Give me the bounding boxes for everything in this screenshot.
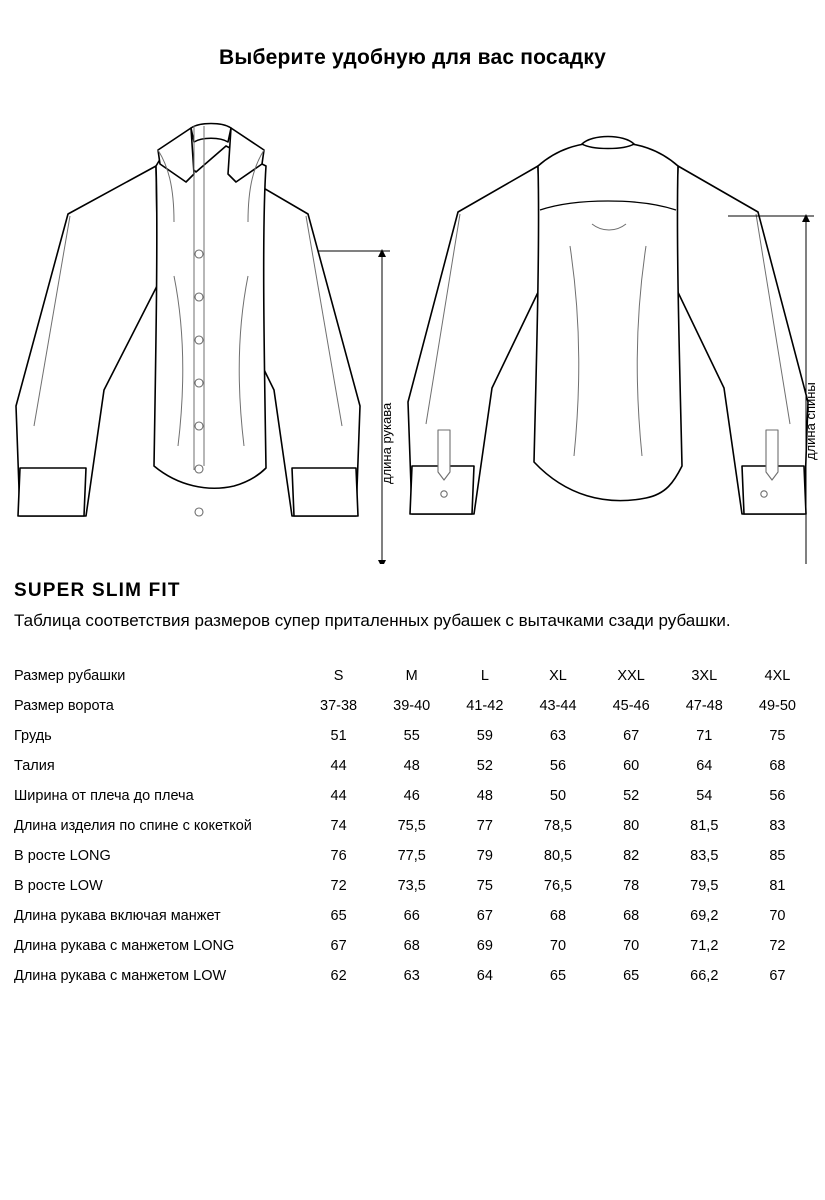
row-value: 78,5	[543, 817, 573, 834]
row-value: 71	[696, 727, 713, 744]
row-value: 43-44	[539, 697, 577, 714]
row-value: 65	[623, 967, 640, 984]
row-value: 64	[476, 967, 493, 984]
row-value: 44	[330, 757, 347, 774]
row-value: 59	[476, 727, 493, 744]
row-value: 55	[403, 727, 420, 744]
row-label: Размер ворота	[14, 697, 114, 714]
row-value: 46	[403, 787, 420, 804]
row-value: 83	[769, 817, 786, 834]
row-value: 63	[549, 727, 567, 744]
row-value: 66	[403, 907, 420, 924]
table-row	[14, 781, 814, 811]
row-label: В росте LOW	[14, 877, 103, 894]
row-value: 48	[476, 787, 493, 804]
table-header-size: M	[405, 667, 418, 684]
fit-name: SUPER SLIM FIT	[14, 580, 181, 601]
row-label: Грудь	[14, 727, 52, 744]
fit-description-block	[0, 580, 825, 633]
row-label: Длина рукава с манжетом LOW	[14, 967, 227, 984]
row-value: 39-40	[393, 697, 431, 714]
row-value: 67	[476, 907, 493, 924]
page-title: Выберите удобную для вас посадку	[218, 46, 607, 69]
row-label: Длина рукава с манжетом LONG	[14, 937, 235, 954]
table-row	[14, 691, 814, 721]
sleeve-length-label: длина рукава	[379, 402, 394, 484]
table-header-size: S	[333, 667, 344, 684]
row-value: 67	[769, 967, 786, 984]
row-value: 50	[549, 787, 567, 804]
row-value: 83,5	[690, 847, 719, 864]
row-value: 60	[623, 757, 640, 774]
row-value: 70	[769, 907, 786, 924]
table-header-size: 4XL	[764, 667, 791, 684]
row-value: 65	[549, 967, 567, 984]
row-label: Длина изделия по спине с кокеткой	[14, 817, 252, 834]
row-value: 80	[623, 817, 640, 834]
table-row	[14, 901, 814, 931]
row-value: 85	[769, 847, 786, 864]
row-value: 52	[623, 787, 640, 804]
table-row	[14, 751, 814, 781]
table-header-size: L	[480, 667, 489, 684]
row-value: 72	[769, 937, 786, 954]
row-value: 75	[769, 727, 786, 744]
row-value: 82	[623, 847, 640, 864]
illustration-area	[0, 94, 825, 564]
table-row	[14, 871, 814, 901]
row-label: В росте LONG	[14, 847, 111, 864]
table-header-row	[14, 661, 814, 691]
row-value: 76	[330, 847, 347, 864]
row-value: 68	[549, 907, 567, 924]
table-header-size: 3XL	[691, 667, 718, 684]
row-label: Ширина от плеча до плеча	[14, 787, 194, 804]
row-value: 45-46	[612, 697, 650, 714]
row-value: 79	[476, 847, 493, 864]
row-value: 47-48	[685, 697, 723, 714]
table-row	[14, 961, 814, 991]
row-value: 52	[476, 757, 493, 774]
back-length-label: длина спины	[803, 382, 818, 460]
row-value: 71,2	[690, 937, 719, 954]
row-value: 68	[403, 937, 420, 954]
row-value: 44	[330, 787, 347, 804]
row-value: 49-50	[758, 697, 796, 714]
row-value: 76,5	[543, 877, 573, 894]
row-value: 75,5	[397, 817, 426, 834]
row-value: 69	[476, 937, 493, 954]
row-value: 65	[330, 907, 347, 924]
row-value: 67	[330, 937, 347, 954]
table-row	[14, 811, 814, 841]
row-value: 62	[330, 967, 347, 984]
row-value: 68	[769, 757, 786, 774]
row-value: 80,5	[543, 847, 573, 864]
row-value: 67	[623, 727, 640, 744]
row-value: 72	[330, 877, 347, 894]
table-row	[14, 841, 814, 871]
row-value: 63	[403, 967, 420, 984]
row-value: 51	[330, 727, 347, 744]
row-value: 78	[623, 877, 640, 894]
row-value: 64	[696, 757, 713, 774]
row-value: 81	[769, 877, 786, 894]
row-value: 73,5	[397, 877, 426, 894]
row-value: 75	[476, 877, 493, 894]
row-value: 79,5	[690, 877, 719, 894]
row-value: 69,2	[690, 907, 719, 924]
shirt-back-illustration	[398, 94, 818, 564]
table-row	[14, 931, 814, 961]
row-value: 54	[696, 787, 713, 804]
row-value: 77,5	[397, 847, 426, 864]
row-label: Длина рукава включая манжет	[14, 907, 221, 924]
row-value: 68	[623, 907, 640, 924]
row-value: 37-38	[320, 697, 358, 714]
row-value: 56	[549, 757, 567, 774]
table-row	[14, 721, 814, 751]
table-header-size: XXL	[617, 667, 645, 684]
row-label: Талия	[14, 757, 55, 774]
row-value: 77	[476, 817, 493, 834]
size-table	[14, 661, 814, 991]
row-value: 81,5	[690, 817, 719, 834]
row-value: 70	[623, 937, 640, 954]
fit-description: Таблица соответствия размеров супер приталенных рубашек с вытачками сзади рубашки.	[14, 611, 731, 630]
row-value: 66,2	[690, 967, 719, 984]
table-header-label: Размер рубашки	[14, 667, 126, 684]
table-header-size: XL	[549, 667, 567, 684]
row-value: 41-42	[466, 697, 504, 714]
row-value: 70	[549, 937, 567, 954]
row-value: 56	[769, 787, 786, 804]
row-value: 74	[330, 817, 347, 834]
shirt-front-illustration	[8, 94, 408, 564]
row-value: 48	[403, 757, 420, 774]
